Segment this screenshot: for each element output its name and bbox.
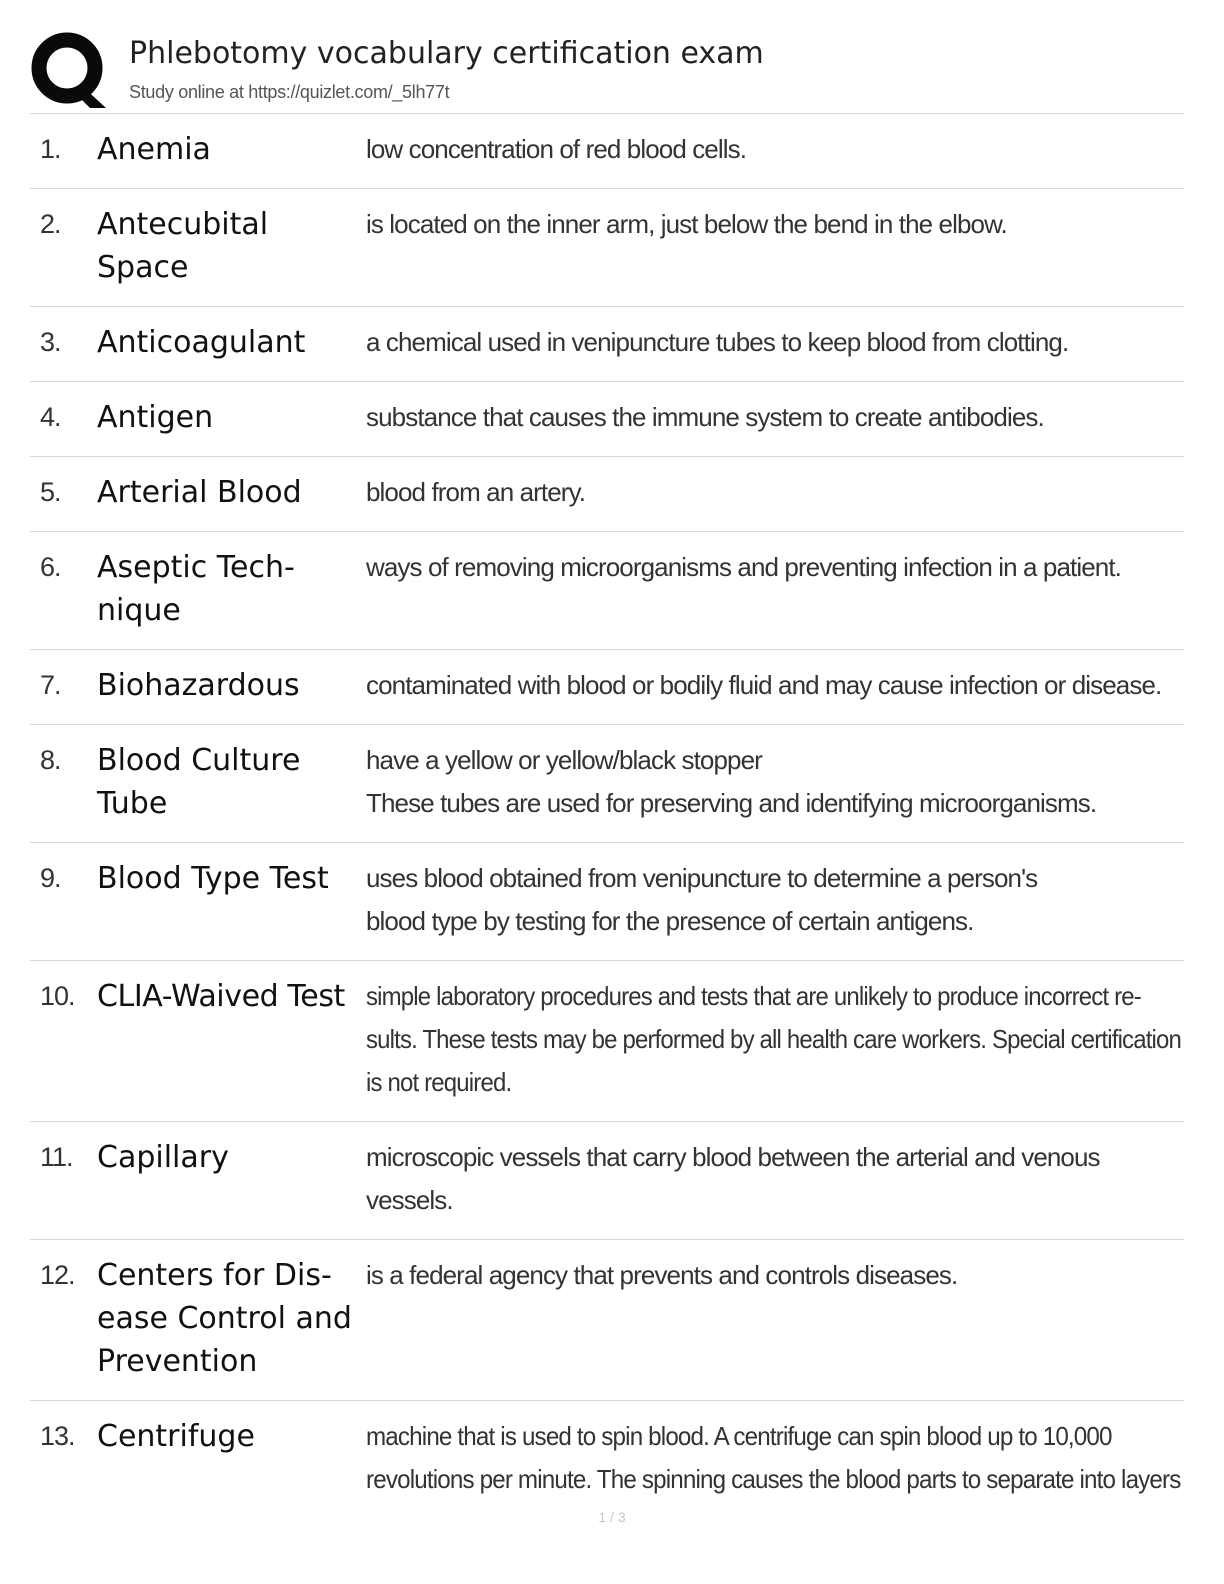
term-label: Blood Culture Tube bbox=[97, 743, 301, 821]
definition-line: is not required. bbox=[366, 1067, 512, 1097]
term-number: 2. bbox=[40, 209, 61, 239]
term-number: 6. bbox=[40, 552, 61, 582]
definition-line: have a yellow or yellow/black stopper bbox=[366, 745, 762, 775]
term-definition bbox=[366, 1254, 1176, 1297]
term-row bbox=[30, 532, 1184, 650]
term-label: Capillary bbox=[97, 1140, 229, 1175]
term-label: Antigen bbox=[97, 400, 214, 435]
term-label: Centers for Dis-ease Control and Prevention bbox=[97, 1258, 352, 1379]
definition-line: blood type by testing for the presence of certain antigens. bbox=[366, 906, 974, 936]
definition-line: revolutions per minute. The spinning causes the blood parts to separate into layers bbox=[366, 1464, 1181, 1494]
term-number: 13. bbox=[40, 1421, 75, 1451]
definition-line: substance that causes the immune system to create antibodies. bbox=[366, 402, 1044, 432]
term-label: Blood Type Test bbox=[97, 861, 329, 896]
term-label: Arterial Blood bbox=[97, 475, 302, 510]
term-number: 8. bbox=[40, 745, 61, 775]
term-definition bbox=[366, 203, 1176, 246]
term-number: 4. bbox=[40, 402, 61, 432]
term-row bbox=[30, 457, 1184, 532]
definition-line: low concentration of red blood cells. bbox=[366, 134, 747, 164]
term-definition bbox=[366, 739, 1176, 825]
definition-line: blood from an artery. bbox=[366, 477, 586, 507]
term-label: CLIA-Waived Test bbox=[97, 979, 345, 1014]
term-number: 5. bbox=[40, 477, 61, 507]
term-number: 3. bbox=[40, 327, 61, 357]
term-row bbox=[30, 1240, 1184, 1401]
term-label: Antecubital Space bbox=[97, 207, 269, 285]
term-definition bbox=[366, 128, 1176, 171]
term-number: 1. bbox=[40, 134, 61, 164]
term-definition bbox=[366, 664, 1176, 707]
term-number: 7. bbox=[40, 670, 61, 700]
definition-line: contaminated with blood or bodily fluid and may cause infection or disease. bbox=[366, 670, 1162, 700]
term-label: Biohazardous bbox=[97, 668, 300, 703]
term-definition bbox=[366, 975, 1182, 1104]
page-number: 1 / 3 bbox=[598, 1509, 626, 1525]
definition-line: microscopic vessels that carry blood between the arterial and venous bbox=[366, 1142, 1100, 1172]
definition-line: ways of removing microorganisms and preventing infection in a patient. bbox=[366, 552, 1121, 582]
term-definition bbox=[366, 1415, 1181, 1501]
page-title: Phlebotomy vocabulary certification exam bbox=[129, 36, 764, 71]
quizlet-logo bbox=[30, 30, 110, 110]
term-number: 9. bbox=[40, 863, 61, 893]
term-label: Aseptic Tech-nique bbox=[97, 550, 295, 628]
definition-line: is a federal agency that prevents and controls diseases. bbox=[366, 1260, 958, 1290]
term-definition bbox=[366, 396, 1176, 439]
term-number: 12. bbox=[40, 1260, 75, 1290]
term-definition bbox=[366, 857, 1176, 943]
term-number: 11. bbox=[40, 1142, 73, 1172]
term-row bbox=[30, 382, 1184, 457]
term-number: 10. bbox=[40, 981, 75, 1011]
vocabulary-list bbox=[30, 113, 1184, 1511]
definition-line: a chemical used in venipuncture tubes to keep blood from clotting. bbox=[366, 327, 1069, 357]
term-row bbox=[30, 725, 1184, 843]
definition-line: machine that is used to spin blood. A centrifuge can spin blood up to 10,000 bbox=[366, 1421, 1112, 1451]
definition-line: sults. These tests may be performed by all health care workers. Special certification bbox=[366, 1024, 1182, 1054]
term-row bbox=[30, 961, 1184, 1122]
term-row bbox=[30, 650, 1184, 725]
term-label: Anemia bbox=[97, 132, 211, 167]
definition-line: vessels. bbox=[366, 1185, 453, 1215]
definition-line: uses blood obtained from venipuncture to determine a person's bbox=[366, 863, 1038, 893]
term-row bbox=[30, 1122, 1184, 1240]
term-definition bbox=[366, 1136, 1176, 1222]
definition-line: is located on the inner arm, just below the bend in the elbow. bbox=[366, 209, 1007, 239]
term-row bbox=[30, 114, 1184, 189]
term-row bbox=[30, 189, 1184, 307]
definition-line: These tubes are used for preserving and identifying microorganisms. bbox=[366, 788, 1097, 818]
term-label: Centrifuge bbox=[97, 1419, 255, 1454]
term-row bbox=[30, 1401, 1184, 1511]
page-header bbox=[30, 28, 1190, 114]
term-row bbox=[30, 843, 1184, 961]
term-definition bbox=[366, 546, 1176, 589]
definition-line: simple laboratory procedures and tests that are unlikely to produce incorrect re- bbox=[366, 981, 1141, 1011]
term-label: Anticoagulant bbox=[97, 325, 306, 360]
study-online-link[interactable]: Study online at https://quizlet.com/_5lh77t bbox=[129, 82, 450, 102]
term-row bbox=[30, 307, 1184, 382]
term-definition bbox=[366, 471, 1176, 514]
term-definition bbox=[366, 321, 1176, 364]
